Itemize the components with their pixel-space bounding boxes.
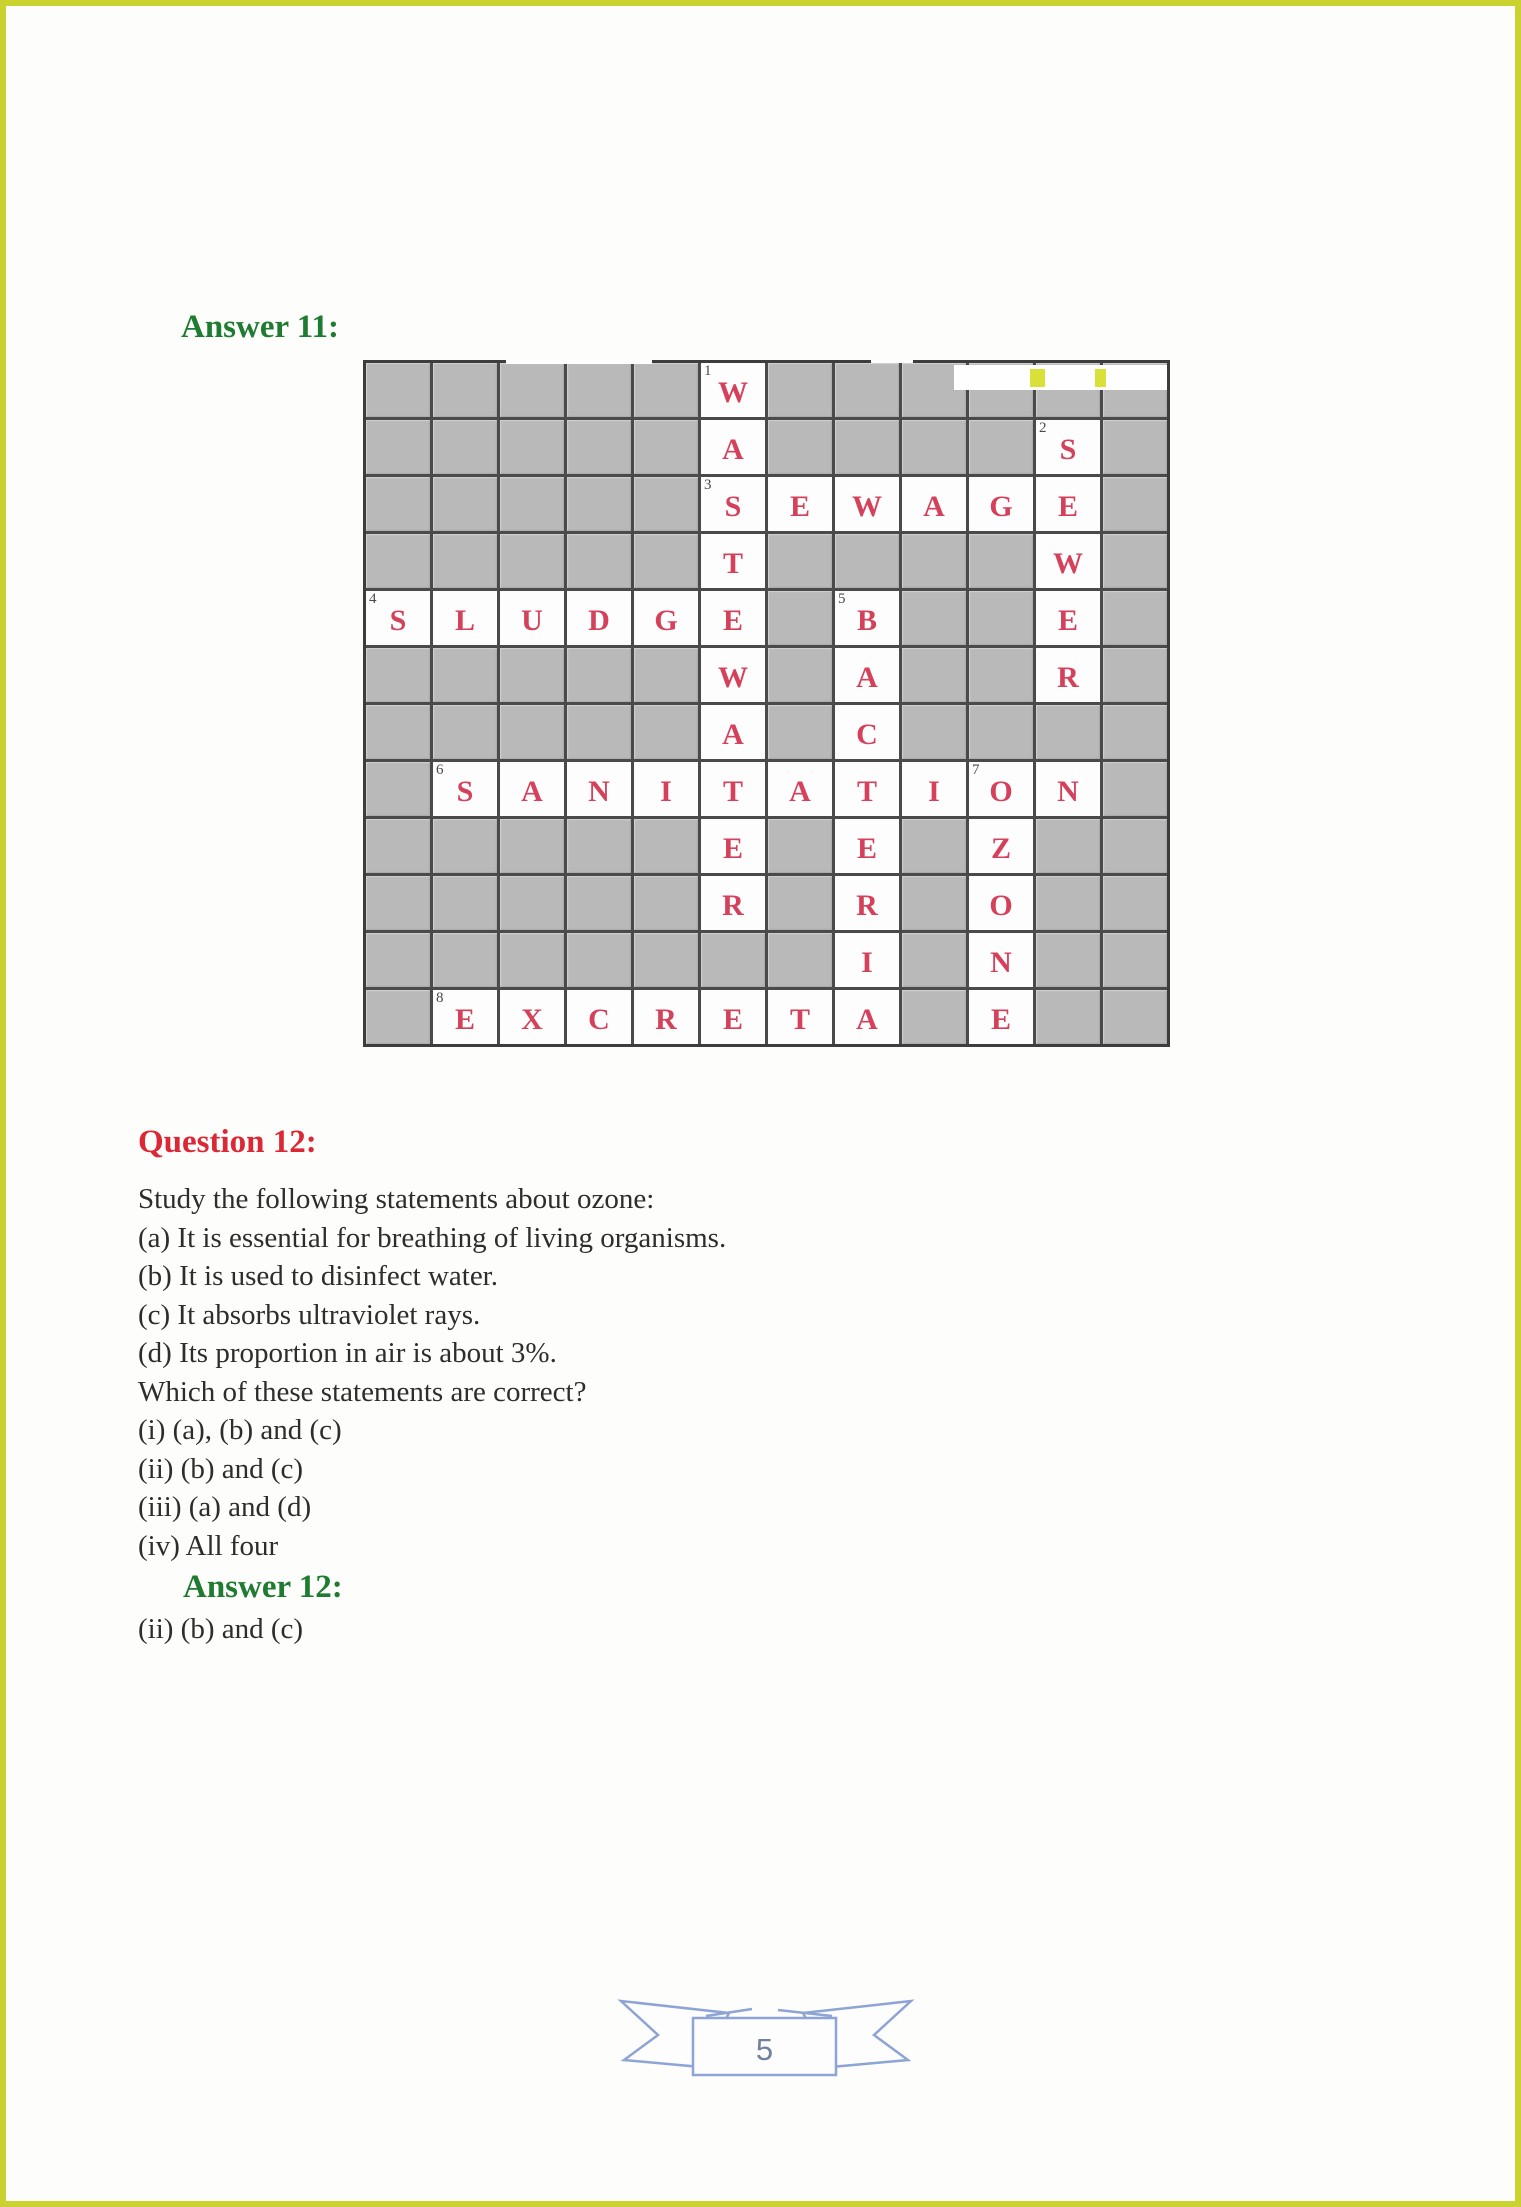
crossword-cell	[969, 477, 1033, 531]
crossword-cell	[366, 477, 430, 531]
body-line: (i) (a), (b) and (c)	[138, 1414, 342, 1446]
crossword-cell	[567, 420, 631, 474]
crossword-cell	[567, 363, 631, 417]
crossword-cell	[1103, 420, 1167, 474]
crossword-cell	[366, 819, 430, 873]
crossword-cell	[1103, 477, 1167, 531]
crossword-cell	[902, 648, 966, 702]
crossword-cell	[768, 876, 832, 930]
crossword-cell	[902, 762, 966, 816]
crossword-cell	[634, 705, 698, 759]
crossword-cell	[835, 705, 899, 759]
crossword-letter: A	[856, 1002, 878, 1036]
crossword-letter: E	[789, 489, 810, 523]
crossword-cell	[433, 762, 497, 816]
crossword-cell	[500, 705, 564, 759]
crossword-cell	[768, 363, 832, 417]
crossword-cell	[1103, 705, 1167, 759]
crossword-cell	[567, 990, 631, 1044]
question-12-body	[138, 1180, 1038, 1649]
crossword-cell	[1103, 591, 1167, 645]
crossword-cell	[768, 477, 832, 531]
crossword-cell	[969, 933, 1033, 987]
crossword-cell	[768, 933, 832, 987]
crossword-cell	[1036, 819, 1100, 873]
crossword-cell	[701, 648, 765, 702]
clue-number: 1	[704, 363, 712, 379]
border-gap-artifact	[871, 359, 913, 363]
crossword-cell	[1036, 477, 1100, 531]
crossword-letter: O	[989, 774, 1013, 808]
crossword-cell	[366, 990, 430, 1044]
crossword-cell	[567, 591, 631, 645]
crossword-cell	[902, 990, 966, 1044]
crossword-cell	[567, 762, 631, 816]
clue-number: 4	[369, 591, 377, 607]
crossword-cell	[500, 591, 564, 645]
crossword-cell	[366, 648, 430, 702]
crossword-letter: E	[454, 1002, 475, 1036]
crossword-cell	[902, 591, 966, 645]
crossword-letter: R	[722, 888, 744, 922]
crossword-cell	[433, 705, 497, 759]
crossword-letter: I	[660, 774, 672, 808]
crossword-letter: E	[856, 831, 877, 865]
crossword-cell	[433, 534, 497, 588]
crossword-cell	[433, 876, 497, 930]
crossword-cell	[768, 648, 832, 702]
crossword-cell	[634, 933, 698, 987]
crossword-cell	[366, 876, 430, 930]
crossword-cell	[835, 933, 899, 987]
crossword-cell	[835, 876, 899, 930]
crossword-cell	[701, 762, 765, 816]
crossword-cell	[835, 762, 899, 816]
crossword-cell	[902, 819, 966, 873]
crossword-cell	[701, 990, 765, 1044]
crossword-cell	[768, 534, 832, 588]
crossword-cell	[768, 420, 832, 474]
crossword-letter: X	[521, 1002, 543, 1036]
crossword-cell	[701, 933, 765, 987]
crossword-cell	[366, 591, 430, 645]
crossword-cell	[1103, 819, 1167, 873]
crossword-cell	[366, 705, 430, 759]
crossword-letter: E	[1057, 603, 1078, 637]
crossword-cell	[1103, 933, 1167, 987]
body-line: (a) It is essential for breathing of living organisms.	[138, 1221, 727, 1254]
crossword-cell	[500, 762, 564, 816]
crossword-cell	[1036, 705, 1100, 759]
crossword-cell	[701, 534, 765, 588]
crossword-letter: E	[990, 1002, 1011, 1036]
crossword-cell	[500, 876, 564, 930]
crossword-cell	[500, 534, 564, 588]
crossword-letter: A	[789, 774, 811, 808]
crossword-cell	[902, 933, 966, 987]
crossword-cell	[500, 933, 564, 987]
page-number: 5	[755, 2032, 774, 2067]
crossword-letter: E	[722, 831, 743, 865]
crossword-cell	[433, 591, 497, 645]
crossword-letter: A	[856, 660, 878, 694]
clue-number: 8	[436, 990, 444, 1006]
crossword-letter: I	[928, 774, 940, 808]
crossword-letter: R	[856, 888, 878, 922]
crossword-letter: S	[724, 489, 742, 523]
crossword-cell	[1103, 534, 1167, 588]
crossword-cell	[366, 762, 430, 816]
crossword-letter: L	[454, 603, 475, 637]
crossword-letter: N	[990, 945, 1012, 979]
clue-number: 5	[838, 591, 846, 607]
answer-12-heading: Answer 12:	[183, 1569, 343, 1605]
crossword-cell	[969, 705, 1033, 759]
crossword-cell	[701, 876, 765, 930]
crossword-cell	[835, 363, 899, 417]
crossword-cell	[902, 705, 966, 759]
crossword-letter: G	[654, 603, 678, 637]
crossword-cell	[969, 648, 1033, 702]
crossword-cell	[1036, 762, 1100, 816]
crossword-cell	[567, 705, 631, 759]
crossword-cell	[768, 990, 832, 1044]
crossword-cell	[701, 477, 765, 531]
crossword-letter: W	[718, 660, 748, 694]
crossword-cell	[500, 420, 564, 474]
crossword-cell	[835, 534, 899, 588]
crossword-cell	[634, 591, 698, 645]
crossword-cell	[500, 363, 564, 417]
crossword-cell	[1036, 648, 1100, 702]
crossword-cell	[1103, 648, 1167, 702]
crossword-cell	[634, 363, 698, 417]
crossword-cell	[902, 420, 966, 474]
crossword-cell	[835, 990, 899, 1044]
crossword-grid	[363, 360, 1170, 1047]
crossword-cell	[768, 591, 832, 645]
crossword-cell	[567, 876, 631, 930]
crossword-cell	[835, 819, 899, 873]
crossword-cell	[1103, 762, 1167, 816]
crossword-cell	[634, 534, 698, 588]
answer-11-heading: Answer 11:	[181, 309, 339, 345]
body-line: (d) Its proportion in air is about 3%.	[138, 1337, 557, 1369]
body-line: (c) It absorbs ultraviolet rays.	[138, 1298, 481, 1331]
clue-number: 2	[1039, 420, 1047, 436]
crossword-letter: O	[989, 888, 1013, 922]
crossword-letter: U	[521, 603, 543, 637]
crossword-cell	[634, 648, 698, 702]
crossword-letter: A	[722, 717, 744, 751]
crossword-cell	[634, 990, 698, 1044]
crossword-cell	[567, 477, 631, 531]
crossword-cell	[902, 534, 966, 588]
crossword-letter: Z	[990, 831, 1011, 865]
crossword-letter: C	[588, 1002, 610, 1036]
crossword-letter: C	[856, 717, 878, 751]
whiteout-yellow-mark	[1030, 369, 1045, 387]
crossword-cell	[768, 705, 832, 759]
crossword-cell	[835, 477, 899, 531]
crossword-cell	[433, 420, 497, 474]
crossword-cell	[567, 534, 631, 588]
crossword-cell	[366, 933, 430, 987]
crossword-cell	[835, 648, 899, 702]
crossword-cell	[1036, 420, 1100, 474]
crossword-letter: T	[856, 774, 877, 808]
crossword-cell	[433, 990, 497, 1044]
crossword-cell	[1036, 591, 1100, 645]
body-line: (b) It is used to disinfect water.	[138, 1260, 498, 1292]
crossword-letter: W	[852, 489, 882, 523]
crossword-cell	[701, 363, 765, 417]
crossword-letter: N	[588, 774, 610, 808]
crossword-letter: A	[923, 489, 945, 523]
clue-number: 7	[972, 762, 980, 778]
crossword-cell	[634, 762, 698, 816]
crossword-letter: R	[655, 1002, 677, 1036]
crossword-cell	[902, 876, 966, 930]
crossword-letter: R	[1057, 660, 1079, 694]
crossword-cell	[969, 762, 1033, 816]
crossword-cell	[701, 705, 765, 759]
crossword-cell	[1103, 990, 1167, 1044]
crossword-letter: A	[722, 432, 744, 466]
crossword-letter: S	[389, 603, 407, 637]
body-line: Which of these statements are correct?	[138, 1375, 587, 1408]
whiteout-yellow-mark	[1095, 369, 1106, 387]
crossword-cell	[634, 876, 698, 930]
crossword-cell	[634, 819, 698, 873]
crossword-cell	[567, 819, 631, 873]
crossword-cell	[1036, 534, 1100, 588]
crossword-letter: G	[989, 489, 1013, 523]
crossword-letter: A	[521, 774, 543, 808]
crossword-letter: E	[722, 1002, 743, 1036]
crossword-cell	[433, 819, 497, 873]
crossword-cell	[1036, 990, 1100, 1044]
crossword-cell	[835, 591, 899, 645]
crossword-cell	[969, 534, 1033, 588]
crossword-letter: B	[856, 603, 877, 637]
crossword-cell	[366, 534, 430, 588]
crossword-cell	[701, 819, 765, 873]
crossword-cell	[366, 420, 430, 474]
clue-number: 3	[704, 477, 712, 493]
crossword-letter: T	[722, 546, 743, 580]
crossword-cell	[500, 819, 564, 873]
crossword-letter: N	[1057, 774, 1079, 808]
crossword-cell	[902, 477, 966, 531]
whiteout-strip	[954, 365, 1167, 390]
crossword-cell	[969, 819, 1033, 873]
crossword-letter: T	[789, 1002, 810, 1036]
crossword-cell	[433, 648, 497, 702]
crossword-cell	[969, 591, 1033, 645]
answer-12-text: (ii) (b) and (c)	[138, 1613, 304, 1645]
question-12-lines	[138, 1180, 1038, 1565]
crossword-letter: W	[1053, 546, 1083, 580]
crossword-letter: I	[861, 945, 873, 979]
crossword-cell	[835, 420, 899, 474]
crossword-cell	[768, 819, 832, 873]
body-line: (iv) All four	[138, 1529, 279, 1562]
crossword-cell	[634, 477, 698, 531]
crossword-cell	[634, 420, 698, 474]
crossword-cell	[433, 363, 497, 417]
crossword-cell	[433, 933, 497, 987]
border-gap-artifact	[506, 359, 652, 364]
crossword-cell	[500, 648, 564, 702]
crossword-cell	[969, 990, 1033, 1044]
crossword-cell	[701, 420, 765, 474]
crossword-letter: D	[588, 603, 610, 637]
crossword-cell	[567, 648, 631, 702]
crossword-cell	[768, 762, 832, 816]
crossword-letter: E	[722, 603, 743, 637]
crossword-cell	[433, 477, 497, 531]
crossword-letter: S	[1059, 432, 1077, 466]
question-12-heading: Question 12:	[138, 1124, 317, 1160]
crossword-cell	[701, 591, 765, 645]
crossword-cell	[500, 990, 564, 1044]
crossword-cell	[1036, 876, 1100, 930]
crossword-cell	[567, 933, 631, 987]
body-line: (iii) (a) and (d)	[138, 1491, 312, 1523]
crossword-cell	[500, 477, 564, 531]
crossword-letter: E	[1057, 489, 1078, 523]
body-line: (ii) (b) and (c)	[138, 1452, 304, 1485]
body-line: Study the following statements about ozone:	[138, 1183, 655, 1215]
crossword-cell	[969, 420, 1033, 474]
crossword-letter: T	[722, 774, 743, 808]
crossword-letter: W	[718, 375, 748, 409]
crossword-cell	[1103, 876, 1167, 930]
crossword-cell	[969, 876, 1033, 930]
crossword-cell	[366, 363, 430, 417]
crossword-cell	[1036, 933, 1100, 987]
crossword-letter: S	[456, 774, 474, 808]
clue-number: 6	[436, 762, 444, 778]
